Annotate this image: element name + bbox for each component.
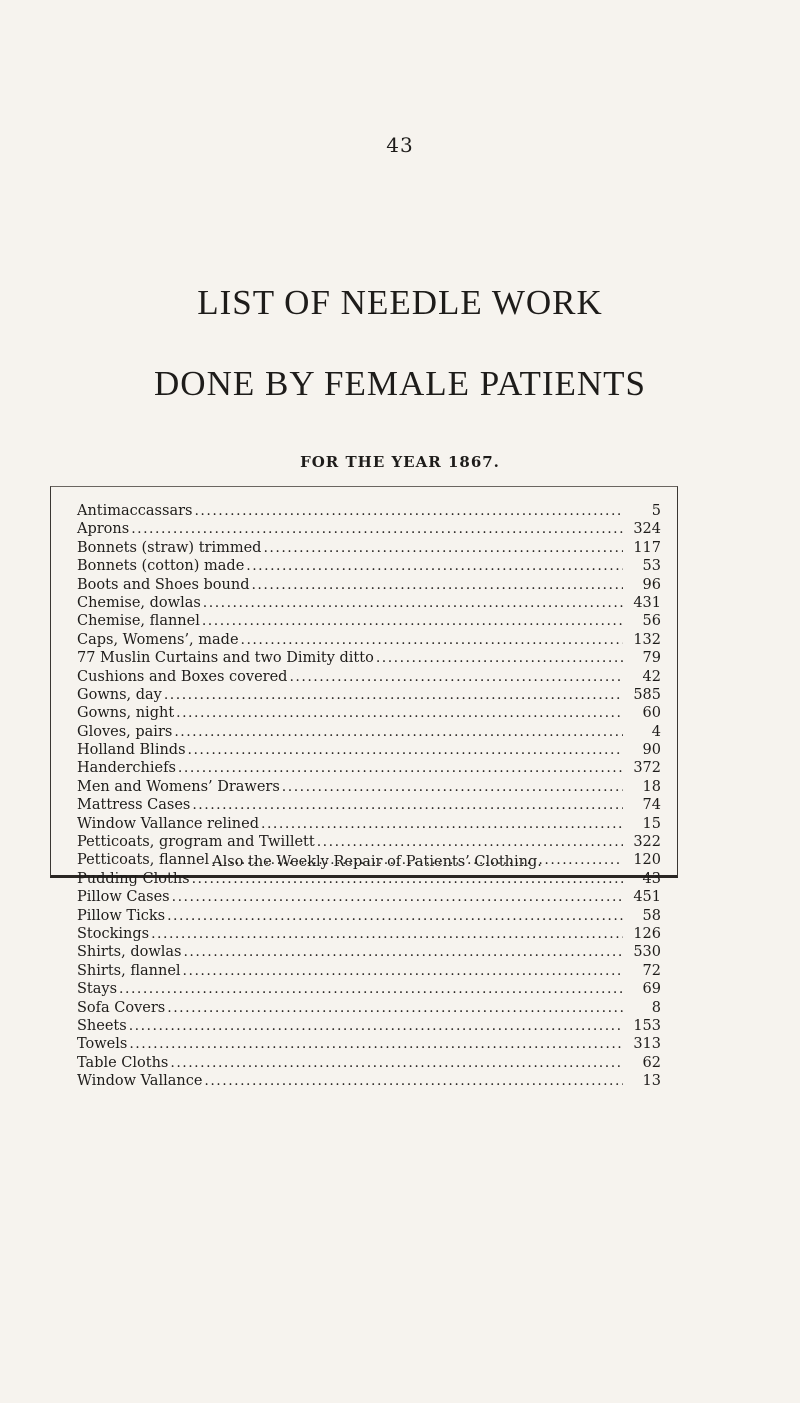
title-line-2: DONE BY FEMALE PATIENTS [154,364,646,403]
item-label: Cushions and Boxes covered [77,668,288,685]
item-count: 60 [642,705,661,722]
list-item [77,539,661,557]
item-count: 4 [651,723,661,740]
dot-leader [246,557,623,575]
item-count: 153 [633,1017,661,1034]
list-item [77,870,661,888]
dot-leader [174,723,623,741]
list-item [77,502,661,520]
dot-leader [172,888,623,906]
item-count: 90 [642,742,661,759]
dot-leader [261,815,623,833]
list-item [77,704,661,722]
item-label: Window Vallance [77,1073,203,1090]
item-label: Aprons [77,521,130,538]
item-count: 58 [642,907,661,924]
item-label: Petticoats, flannel [77,852,210,869]
dot-leader [203,594,623,612]
item-label: Chemise, flannel [77,613,200,630]
item-count: 15 [642,815,661,832]
item-label: Antimaccassars [77,503,193,519]
dot-leader [167,907,623,925]
dot-leader [282,778,623,796]
list-item [77,980,661,998]
dot-leader [151,925,623,943]
list-item [77,686,661,704]
dot-leader [194,502,623,520]
list-item [77,1072,661,1090]
item-label: Petticoats, grogram and Twillett [77,834,315,851]
list-item [77,1017,661,1035]
item-count: 74 [642,797,661,814]
item-label: Sofa Covers [77,999,166,1016]
dot-leader [241,631,623,649]
list-item [77,1054,661,1072]
list-item [77,962,661,980]
item-label: Pillow Cases [77,889,170,906]
item-count: 431 [633,594,661,611]
list-item [77,741,661,759]
dot-leader [202,612,623,630]
list-item [77,833,661,851]
item-label: Sheets [77,1017,127,1034]
item-count: 117 [633,539,661,556]
list-item [77,778,661,796]
dot-leader [192,870,623,888]
subtitle: FOR THE YEAR 1867. [300,453,500,471]
dot-leader [188,741,623,759]
dot-leader [376,649,623,667]
item-label: Handerchiefs [77,760,176,777]
list-item [77,612,661,630]
item-label: 77 Muslin Curtains and two Dimity ditto [77,650,374,667]
list-item [77,576,661,594]
item-count: 5 [651,503,661,519]
item-label: Window Vallance relined [77,815,260,832]
dot-leader [204,1072,623,1090]
item-count: 43 [642,870,661,887]
item-label: Gowns, day [77,686,162,703]
item-label: Bonnets (cotton) made [77,558,245,575]
item-count: 42 [642,668,661,685]
dot-leader [129,1017,623,1035]
item-label: Mattress Cases [77,797,191,814]
item-count: 13 [642,1073,661,1090]
page-number: 43 [386,133,414,157]
item-label: Shirts, dowlas [77,944,182,961]
item-count: 451 [633,889,661,906]
list-item [77,888,661,906]
item-count: 72 [642,962,661,979]
item-count: 53 [642,558,661,575]
item-label: Table Cloths [77,1054,169,1071]
dot-leader [129,1035,623,1053]
item-count: 120 [633,852,661,869]
dot-leader [192,796,623,814]
footnote-text: Also the Weekly Repair of Patients’ Clothing. [212,854,542,870]
dot-leader [131,520,623,538]
list-item [77,759,661,777]
item-label: Stockings [77,925,150,942]
item-label: Gowns, night [77,705,175,722]
list-item [77,1035,661,1053]
item-label: Chemise, dowlas [77,594,201,611]
item-count: 126 [633,925,661,942]
list-item [77,943,661,961]
list-item [77,907,661,925]
list-item [77,557,661,575]
item-count: 79 [642,650,661,667]
title-line-1: LIST OF NEEDLE WORK [197,283,603,322]
item-count: 18 [642,778,661,795]
item-label: Pillow Ticks [77,907,166,924]
list-item [77,668,661,686]
item-count: 69 [642,981,661,998]
item-count: 62 [642,1054,661,1071]
dot-leader [119,980,623,998]
list-item [77,999,661,1017]
list-item [77,796,661,814]
item-label: Holland Blinds [77,742,186,759]
item-count: 372 [633,760,661,777]
dot-leader [183,943,623,961]
item-count: 322 [633,834,661,851]
item-count: 324 [633,521,661,538]
dot-leader [178,759,623,777]
item-count: 56 [642,613,661,630]
list-item [77,520,661,538]
dot-leader [251,576,623,594]
list-item [77,925,661,943]
list-item [77,815,661,833]
list-item [77,594,661,612]
item-label: Shirts, flannel [77,962,181,979]
dot-leader [263,539,623,557]
item-label: Pudding Cloths [77,870,190,887]
item-count: 8 [651,999,661,1016]
list-item [77,631,661,649]
dot-leader [176,704,623,722]
item-count: 530 [633,944,661,961]
item-count: 132 [633,631,661,648]
item-count: 96 [642,576,661,593]
item-label: Boots and Shoes bound [77,576,250,593]
list-item [77,723,661,741]
dot-leader [317,833,623,851]
dot-leader [170,1054,623,1072]
item-count: 585 [633,686,661,703]
item-label: Towels [77,1036,128,1053]
dot-leader [183,962,623,980]
item-label: Men and Womens’ Drawers [77,778,280,795]
dot-leader [289,668,623,686]
item-count: 313 [633,1036,661,1053]
dot-leader [167,999,623,1017]
item-label: Gloves, pairs [77,723,173,740]
footnote [0,853,800,871]
list-item [77,649,661,667]
needlework-list [77,502,661,1091]
item-label: Caps, Womens’, made [77,631,239,648]
item-label: Bonnets (straw) trimmed [77,539,262,556]
dot-leader [164,686,623,704]
item-label: Stays [77,981,118,998]
